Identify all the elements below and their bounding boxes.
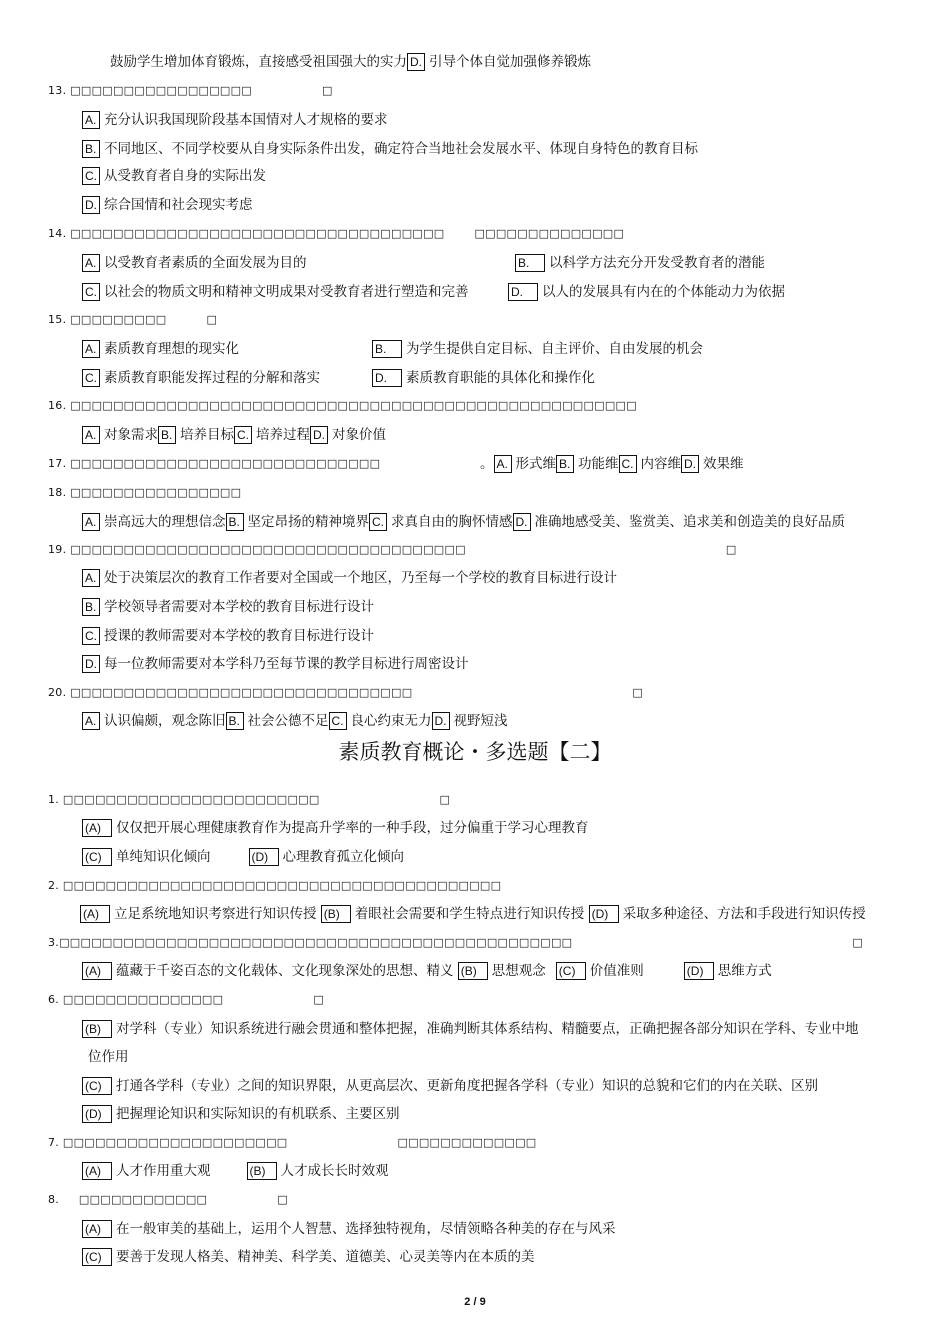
option-d: [82, 195, 253, 215]
text-span: 不同地区、不同学校要从自身实际条件出发，确定符合当地社会发展水平、体现自身特色的教育目标: [104, 141, 698, 157]
text-span: 以受教育者素质的全面发展为目的: [104, 255, 307, 271]
text-span: 功能维: [578, 456, 619, 472]
text-span: 素质教育职能发挥过程的分解和落实: [104, 370, 320, 386]
text-span: 为学生提供自定目标、自主评价、自由发展的机会: [406, 341, 703, 357]
option-row: [80, 904, 866, 924]
text-span: □□□□□□□□□□□□□□□□□□□□□□□□□□□□□□□□: [70, 686, 413, 699]
text-span: □□□□□□□□□□□□□□□□□□□□□□□□□□□□□: [70, 457, 381, 470]
text-span: □□□□□□□□□□□□□□□□□: [70, 84, 252, 97]
option-d: [508, 282, 785, 302]
option-row: [82, 425, 386, 445]
text-span: 素质教育职能的具体化和操作化: [406, 370, 595, 386]
text-span: 形式维: [515, 456, 556, 472]
question-6: [48, 991, 324, 1009]
text-span: □□□□□□□□□□□□□□□: [62, 993, 224, 1006]
text-span: 以社会的物质文明和精神文明成果对受教育者进行塑造和完善: [104, 284, 469, 300]
text-span: 6.: [48, 993, 60, 1006]
text-span: 综合国情和社会现实考虑: [104, 197, 253, 213]
text-span: 蕴藏于千姿百态的文化载体、文化现象深处的思想、精义: [116, 963, 454, 979]
option-b: [82, 597, 374, 617]
option-label-box: D.: [432, 712, 450, 730]
question-8: [48, 1191, 288, 1209]
text-span: 17.: [48, 457, 67, 470]
option-label-box: B.: [82, 140, 100, 158]
option-label-box: (A): [82, 962, 112, 980]
text-span: 要善于发现人格美、精神美、科学美、道德美、心灵美等内在本质的美: [116, 1249, 535, 1265]
text-span: □: [852, 936, 864, 949]
option-text: 引导个体自觉加强修养锻炼: [429, 54, 591, 70]
text-span: □: [277, 1193, 288, 1206]
continuation-line: [110, 52, 591, 72]
question-18: [48, 484, 241, 502]
option-label-box: (A): [82, 819, 112, 837]
text-span: 思维方式: [717, 963, 772, 979]
text-span: □□□□□□□□□□□□□□: [474, 227, 625, 240]
option-label-box: (C): [556, 962, 586, 980]
text-span: □□□□□□□□□□□□□□□□□□□□□□□□□□□□□□□□□□□□□□□□□□□□□□□□□□□□□: [70, 399, 637, 412]
text-span: 仅仅把开展心理健康教育作为提高升学率的一种手段，过分偏重于学习心理教育: [116, 820, 589, 836]
option-c: [82, 626, 374, 646]
text-span: □: [206, 313, 218, 326]
option-label-box: A.: [494, 455, 512, 473]
text-span: □□□□□□□□□□□□□□□□□□□□□□□□□□□□□□□□□□□: [70, 227, 445, 240]
option-label-box: (B): [247, 1162, 277, 1180]
option-label-box: B.: [82, 598, 100, 616]
option-row: [82, 711, 508, 731]
text-span: 对象需求: [104, 427, 158, 443]
text-span: 授课的教师需要对本学校的教育目标进行设计: [104, 628, 374, 644]
option-c: [82, 368, 320, 388]
question-13: [48, 82, 333, 100]
text-span: 打通各学科（专业）之间的知识界限，从更高层次、更新角度把握各学科（专业）知识的总貌和它们的内在关联、区别: [116, 1078, 818, 1094]
page-number: 2 / 9: [464, 1296, 486, 1308]
text-span: 人才作用重大观: [116, 1163, 211, 1179]
option-label-box: (D): [684, 962, 714, 980]
option-label-box: C.: [82, 167, 100, 185]
text-span: □□□□□□□□□: [70, 313, 167, 326]
option-b: [515, 253, 765, 273]
text-span: 以人的发展具有内在的个体能动力为依据: [542, 284, 785, 300]
text-span: □□□□□□□□□□□□: [78, 1193, 208, 1206]
option-label-box: C.: [619, 455, 637, 473]
option-label-box: (C): [82, 848, 112, 866]
option-row: [82, 961, 772, 981]
option-a: [82, 339, 239, 359]
option-label-box: (C): [82, 1248, 112, 1266]
option-label-box: (C): [82, 1077, 112, 1095]
option-label-box: A.: [82, 340, 100, 358]
text-span: 心理教育孤立化倾向: [282, 849, 404, 865]
text-span: □□□□□□□□□□□□□□□□□□□□□□□□: [62, 793, 320, 806]
text-span: 培养过程: [256, 427, 310, 443]
text-span: 充分认识我国现阶段基本国情对人才规格的要求: [104, 112, 388, 128]
option-row: [480, 454, 744, 474]
section-title: 素质教育概论・多选题【二】: [338, 740, 612, 764]
text-span: 着眼社会需要和学生特点进行知识传授: [354, 906, 585, 922]
option-label-box: D.: [407, 53, 425, 71]
text-span: 7.: [48, 1136, 60, 1149]
text-span: 在一般审美的基础上，运用个人智慧、选择独特视角，尽情领略各种美的存在与风采: [116, 1221, 616, 1237]
text-span: 8.: [48, 1193, 60, 1206]
question-16: [48, 397, 637, 415]
question-7: [48, 1134, 536, 1152]
option-label-box: B.: [226, 513, 244, 531]
text-span: 素质教育理想的现实化: [104, 341, 239, 357]
option-b: [82, 139, 698, 159]
option-label-box: D.: [508, 283, 538, 301]
text-span: 16.: [48, 399, 67, 412]
text-span: 视野短浅: [453, 713, 508, 729]
option-label-box: B.: [226, 712, 244, 730]
option-label-box: C.: [234, 426, 252, 444]
text-span: 1.: [48, 793, 60, 806]
option-label-box: (A): [80, 905, 110, 923]
option-text: 鼓励学生增加体育锻炼，直接感受祖国强大的实力: [110, 54, 407, 70]
option-label-box: (A): [82, 1162, 112, 1180]
option-label-box: B.: [515, 254, 545, 272]
text-span: 良心约束无力: [350, 713, 432, 729]
text-span: 单纯知识化倾向: [116, 849, 211, 865]
option-label-box: C.: [82, 627, 100, 645]
text-span: 内容维: [640, 456, 681, 472]
option-a: [82, 818, 589, 838]
option-label-box: D.: [513, 513, 531, 531]
option-label-box: A.: [82, 569, 100, 587]
option-label-box: B.: [158, 426, 176, 444]
text-span: □: [322, 84, 333, 97]
option-label-box: D.: [681, 455, 699, 473]
option-label-box: D.: [82, 655, 100, 673]
option-row: [82, 847, 404, 867]
option-label-box: C.: [329, 712, 347, 730]
option-b: [372, 339, 703, 359]
option-label-box: A.: [82, 111, 100, 129]
option-label-box: C.: [82, 283, 100, 301]
option-row: [82, 512, 845, 532]
text-span: 社会公德不足: [247, 713, 329, 729]
option-b: [82, 1019, 859, 1039]
question-3: [48, 934, 863, 952]
option-a: [82, 253, 307, 273]
text-span: 每一位教师需要对本学科乃至每节课的教学目标进行周密设计: [104, 656, 469, 672]
option-d: [82, 1104, 400, 1124]
option-d: [82, 654, 469, 674]
text-span: 从受教育者自身的实际出发: [104, 168, 266, 184]
question-19: [48, 541, 737, 559]
option-label-box: D.: [310, 426, 328, 444]
text-span: 准确地感受美、鉴赏美、追求美和创造美的良好品质: [534, 514, 845, 530]
text-span: □: [725, 543, 737, 556]
option-label-box: C.: [82, 369, 100, 387]
question-20: [48, 684, 643, 702]
text-span: □: [313, 993, 325, 1006]
option-label-box: (B): [82, 1020, 112, 1038]
text-span: 处于决策层次的教育工作者要对全国或一个地区，乃至每一个学校的教育目标进行设计: [104, 570, 617, 586]
text-span: 坚定昂扬的精神境界: [247, 514, 369, 530]
text-span: 2.: [48, 879, 60, 892]
option-row: [82, 1161, 389, 1181]
question-15: [48, 311, 217, 329]
question-17: [48, 455, 380, 473]
text-span: 认识偏颇，观念陈旧: [104, 713, 226, 729]
option-label-box: D.: [372, 369, 402, 387]
question-1: [48, 791, 450, 809]
text-span: □: [439, 793, 451, 806]
question-2: [48, 877, 501, 895]
text-span: 效果维: [703, 456, 744, 472]
option-label-box: (D): [589, 905, 619, 923]
text-span: 培养目标: [180, 427, 234, 443]
text-span: 20.: [48, 686, 67, 699]
text-span: 采取多种途径、方法和手段进行知识传授: [622, 906, 866, 922]
text-span: □□□□□□□□□□□□□□□□□□□□□□□□□□□□□□□□□□□□□: [70, 543, 466, 556]
text-span: 对学科（专业）知识系统进行融会贯通和整体把握，准确判断其体系结构、精髓要点，正确把握各部分知识在学科、专业中地: [116, 1021, 859, 1037]
text-span: 思想观念: [491, 963, 546, 979]
text-span: 3.: [48, 936, 60, 949]
option-c: [82, 1076, 818, 1096]
option-b-continued: 位作用: [88, 1049, 129, 1065]
option-label-box: A.: [82, 513, 100, 531]
text-span: □□□□□□□□□□□□□□□□□□□□□□□□□□□□□□□□□□□□□□□□□□□□□□□□: [59, 936, 573, 949]
option-c: [82, 282, 469, 302]
option-label-box: B.: [556, 455, 574, 473]
text-span: 学校领导者需要对本学校的教育目标进行设计: [104, 599, 374, 615]
option-label-box: A.: [82, 254, 100, 272]
text-span: □□□□□□□□□□□□□□□□□□□□□: [62, 1136, 288, 1149]
text-span: 13.: [48, 84, 67, 97]
option-label-box: B.: [372, 340, 402, 358]
text-span: 14.: [48, 227, 67, 240]
option-d: [372, 368, 595, 388]
text-span: 求真自由的胸怀情感: [391, 514, 513, 530]
text-span: 19.: [48, 543, 67, 556]
option-c: [82, 166, 266, 186]
option-label-box: (D): [82, 1105, 112, 1123]
text-span: □□□□□□□□□□□□□□□□: [70, 486, 242, 499]
option-label-box: A.: [82, 712, 100, 730]
option-a: [82, 568, 617, 588]
text-span: 把握理论知识和实际知识的有机联系、主要区别: [116, 1106, 400, 1122]
option-label-box: (B): [321, 905, 351, 923]
option-c: [82, 1247, 535, 1267]
text-span: 对象价值: [332, 427, 386, 443]
text-span: □□□□□□□□□□□□□: [397, 1136, 537, 1149]
text-span: 崇高远大的理想信念: [104, 514, 226, 530]
text-span: 价值准则: [589, 963, 644, 979]
option-a: [82, 1219, 616, 1239]
option-label-box: D.: [82, 196, 100, 214]
option-label-box: C.: [369, 513, 387, 531]
option-label-box: (A): [82, 1220, 112, 1238]
option-label-box: (B): [458, 962, 488, 980]
text-span: 立足系统地知识考察进行知识传授: [114, 906, 317, 922]
question-14: [48, 225, 624, 243]
text-span: 18.: [48, 486, 67, 499]
option-label-box: (D): [249, 848, 279, 866]
text-span: 15.: [48, 313, 67, 326]
text-span: 。: [480, 456, 494, 472]
text-span: □□□□□□□□□□□□□□□□□□□□□□□□□□□□□□□□□□□□□□□□□: [62, 879, 502, 892]
text-span: 人才成长长时效观: [280, 1163, 389, 1179]
option-label-box: A.: [82, 426, 100, 444]
option-a: [82, 110, 388, 130]
text-span: 以科学方法充分开发受教育者的潜能: [549, 255, 765, 271]
text-span: □: [632, 686, 644, 699]
